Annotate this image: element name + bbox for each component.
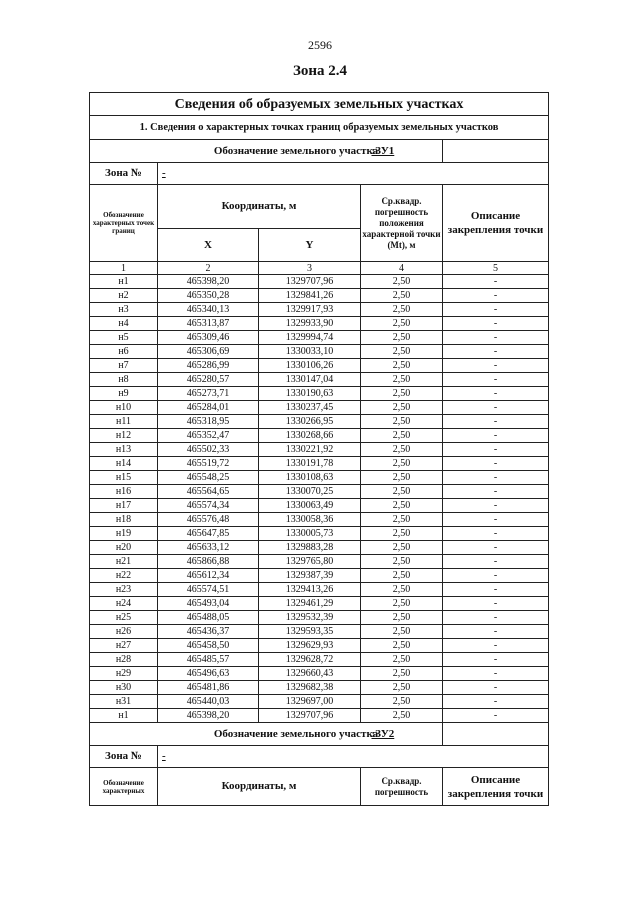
- y-cell: 1329628,72: [259, 653, 361, 667]
- table-row: [90, 653, 549, 667]
- accuracy-cell: 2,50: [361, 373, 443, 387]
- x-cell: 465352,47: [158, 429, 259, 443]
- table-row: [90, 639, 549, 653]
- main-title: Сведения об образуемых земельных участках: [90, 93, 549, 116]
- y-cell: 1329532,39: [259, 611, 361, 625]
- accuracy-cell: 2,50: [361, 289, 443, 303]
- x-header: X: [158, 229, 259, 262]
- x-cell: 465309,46: [158, 331, 259, 345]
- x-cell: 465398,20: [158, 275, 259, 289]
- table-row: [90, 709, 549, 723]
- table-row: [90, 275, 549, 289]
- accuracy-cell: 2,50: [361, 415, 443, 429]
- y-cell: 1329682,38: [259, 681, 361, 695]
- accuracy-cell: 2,50: [361, 569, 443, 583]
- table-row: [90, 527, 549, 541]
- y-cell: 1330221,92: [259, 443, 361, 457]
- point-cell: н16: [90, 485, 158, 499]
- table-row: [90, 513, 549, 527]
- fix-cell: -: [443, 289, 549, 303]
- table-row: [90, 457, 549, 471]
- x-cell: 465318,95: [158, 415, 259, 429]
- col-number: 5: [443, 262, 549, 275]
- y-cell: 1329413,26: [259, 583, 361, 597]
- accuracy-cell: 2,50: [361, 303, 443, 317]
- table-row: [90, 373, 549, 387]
- accuracy-cell: 2,50: [361, 317, 443, 331]
- point-cell: н21: [90, 555, 158, 569]
- point-cell: н8: [90, 373, 158, 387]
- table-row: [90, 583, 549, 597]
- fix-cell: -: [443, 569, 549, 583]
- parcel-empty-cell: [443, 140, 549, 163]
- y-cell: 1330070,25: [259, 485, 361, 499]
- fix-cell: -: [443, 513, 549, 527]
- point-cell: н7: [90, 359, 158, 373]
- accuracy-cell: 2,50: [361, 541, 443, 555]
- fix-cell: -: [443, 709, 549, 723]
- section-title: 1. Сведения о характерных точках границ образуемых земельных участков: [90, 116, 549, 140]
- x-cell: 465647,85: [158, 527, 259, 541]
- fix-cell: -: [443, 527, 549, 541]
- y-cell: 1329765,80: [259, 555, 361, 569]
- fix-cell: -: [443, 471, 549, 485]
- point-cell: н1: [90, 275, 158, 289]
- fix-cell: -: [443, 597, 549, 611]
- y-cell: 1330106,26: [259, 359, 361, 373]
- fix-cell: -: [443, 401, 549, 415]
- fix-cell: -: [443, 681, 549, 695]
- y-cell: 1330033,10: [259, 345, 361, 359]
- fix-cell: -: [443, 625, 549, 639]
- y-cell: 1329387,39: [259, 569, 361, 583]
- zone2-value: -: [158, 746, 549, 768]
- point2-header: Обозначение характерных: [90, 768, 158, 806]
- accuracy-cell: 2,50: [361, 345, 443, 359]
- parcel2-empty-cell: [443, 723, 549, 746]
- fix-cell: -: [443, 555, 549, 569]
- accuracy-cell: 2,50: [361, 457, 443, 471]
- point-cell: н2: [90, 289, 158, 303]
- table-row: [90, 569, 549, 583]
- accuracy-cell: 2,50: [361, 583, 443, 597]
- y-cell: 1330108,63: [259, 471, 361, 485]
- table-row: [90, 555, 549, 569]
- point-cell: н19: [90, 527, 158, 541]
- point-cell: н10: [90, 401, 158, 415]
- fix-cell: -: [443, 345, 549, 359]
- point-cell: н17: [90, 499, 158, 513]
- point-cell: н26: [90, 625, 158, 639]
- fix2-header: Описание закрепления точки: [443, 768, 549, 806]
- accuracy-cell: 2,50: [361, 513, 443, 527]
- y-cell: 1330147,04: [259, 373, 361, 387]
- point-cell: н22: [90, 569, 158, 583]
- fix-cell: -: [443, 317, 549, 331]
- fix-cell: -: [443, 331, 549, 345]
- x-cell: 465273,71: [158, 387, 259, 401]
- x-cell: 465440,03: [158, 695, 259, 709]
- x-cell: 465493,04: [158, 597, 259, 611]
- fix-header: Описание закрепления точки: [443, 185, 549, 262]
- table-row: [90, 429, 549, 443]
- x-cell: 465458,50: [158, 639, 259, 653]
- x-cell: 465548,25: [158, 471, 259, 485]
- zone-title: Зона 2.4: [292, 63, 348, 79]
- fix-cell: -: [443, 359, 549, 373]
- accuracy-cell: 2,50: [361, 611, 443, 625]
- accuracy-cell: 2,50: [361, 443, 443, 457]
- fix-cell: -: [443, 275, 549, 289]
- point-cell: н6: [90, 345, 158, 359]
- fix-cell: -: [443, 457, 549, 471]
- fix-cell: -: [443, 499, 549, 513]
- y-cell: 1330266,95: [259, 415, 361, 429]
- point-cell: н29: [90, 667, 158, 681]
- parcel2-designation: :ЗУ2: [371, 727, 395, 740]
- parcel-label-text: Обозначение земельного участка: [213, 144, 379, 157]
- fix-cell: -: [443, 667, 549, 681]
- y-cell: 1330237,45: [259, 401, 361, 415]
- x-cell: 465436,37: [158, 625, 259, 639]
- zone2-label: Зона №: [90, 746, 158, 768]
- point-cell: н1: [90, 709, 158, 723]
- x-cell: 465633,12: [158, 541, 259, 555]
- y-header: Y: [259, 229, 361, 262]
- parcels-table: [89, 92, 549, 806]
- y-cell: 1329593,35: [259, 625, 361, 639]
- x-cell: 465350,28: [158, 289, 259, 303]
- point-cell: н31: [90, 695, 158, 709]
- col-number: 4: [361, 262, 443, 275]
- point-cell: н12: [90, 429, 158, 443]
- x-cell: 465564,65: [158, 485, 259, 499]
- table-row: [90, 401, 549, 415]
- zone-value: -: [158, 163, 549, 185]
- fix-cell: -: [443, 653, 549, 667]
- table-row: [90, 471, 549, 485]
- table-row: [90, 331, 549, 345]
- x-cell: 465574,51: [158, 583, 259, 597]
- fix-cell: -: [443, 541, 549, 555]
- fix-cell: -: [443, 485, 549, 499]
- x-cell: 465286,99: [158, 359, 259, 373]
- point-cell: н25: [90, 611, 158, 625]
- x-cell: 465280,57: [158, 373, 259, 387]
- point-cell: н9: [90, 387, 158, 401]
- fix-cell: -: [443, 695, 549, 709]
- point-cell: н23: [90, 583, 158, 597]
- y-cell: 1329707,96: [259, 275, 361, 289]
- fix-cell: -: [443, 611, 549, 625]
- accuracy-cell: 2,50: [361, 653, 443, 667]
- y-cell: 1329660,43: [259, 667, 361, 681]
- y-cell: 1330268,66: [259, 429, 361, 443]
- point-cell: н5: [90, 331, 158, 345]
- point-cell: н27: [90, 639, 158, 653]
- y-cell: 1329697,00: [259, 695, 361, 709]
- fix-cell: -: [443, 387, 549, 401]
- point-cell: н15: [90, 471, 158, 485]
- table-row: [90, 625, 549, 639]
- accuracy-cell: 2,50: [361, 667, 443, 681]
- point-cell: н20: [90, 541, 158, 555]
- accuracy-cell: 2,50: [361, 499, 443, 513]
- x-cell: 465502,33: [158, 443, 259, 457]
- fix-cell: -: [443, 415, 549, 429]
- accuracy-cell: 2,50: [361, 359, 443, 373]
- table-row: [90, 317, 549, 331]
- x-cell: 465488,05: [158, 611, 259, 625]
- x-cell: 465574,34: [158, 499, 259, 513]
- y-cell: 1330063,49: [259, 499, 361, 513]
- y-cell: 1329841,26: [259, 289, 361, 303]
- x-cell: 465340,13: [158, 303, 259, 317]
- table-row: [90, 443, 549, 457]
- col-number: 2: [158, 262, 259, 275]
- y-cell: 1330190,63: [259, 387, 361, 401]
- accuracy-cell: 2,50: [361, 401, 443, 415]
- accuracy2-header: Ср.квадр. погрешность: [361, 768, 443, 806]
- parcel2-label-text: Обозначение земельного участка: [213, 727, 379, 740]
- x-cell: 465284,01: [158, 401, 259, 415]
- table-row: [90, 303, 549, 317]
- point-cell: н14: [90, 457, 158, 471]
- accuracy-cell: 2,50: [361, 709, 443, 723]
- table-row: [90, 611, 549, 625]
- parcel-label: [90, 140, 443, 163]
- point-cell: н18: [90, 513, 158, 527]
- x-cell: 465612,34: [158, 569, 259, 583]
- fix-cell: -: [443, 443, 549, 457]
- y-cell: 1329917,93: [259, 303, 361, 317]
- table-row: [90, 499, 549, 513]
- parcel2-label: [90, 723, 443, 746]
- coords-header: Координаты, м: [158, 185, 361, 229]
- zone-label: Зона №: [90, 163, 158, 185]
- point-cell: н3: [90, 303, 158, 317]
- y-cell: 1329461,29: [259, 597, 361, 611]
- x-cell: 465496,63: [158, 667, 259, 681]
- fix-cell: -: [443, 583, 549, 597]
- table-row: [90, 289, 549, 303]
- table-row: [90, 387, 549, 401]
- parcel-designation: :ЗУ1: [371, 144, 395, 157]
- y-cell: 1330058,36: [259, 513, 361, 527]
- accuracy-cell: 2,50: [361, 527, 443, 541]
- x-cell: 465866,88: [158, 555, 259, 569]
- accuracy-cell: 2,50: [361, 639, 443, 653]
- table-row: [90, 485, 549, 499]
- col-number: 1: [90, 262, 158, 275]
- x-cell: 465485,57: [158, 653, 259, 667]
- accuracy-header: Ср.квадр. погрешность положения характерной точки (Mt), м: [361, 185, 443, 262]
- y-cell: 1329707,96: [259, 709, 361, 723]
- table-row: [90, 695, 549, 709]
- accuracy-cell: 2,50: [361, 625, 443, 639]
- point-cell: н28: [90, 653, 158, 667]
- x-cell: 465519,72: [158, 457, 259, 471]
- accuracy-cell: 2,50: [361, 597, 443, 611]
- fix-cell: -: [443, 373, 549, 387]
- col-number: 3: [259, 262, 361, 275]
- x-cell: 465576,48: [158, 513, 259, 527]
- y-cell: 1329883,28: [259, 541, 361, 555]
- table-row: [90, 667, 549, 681]
- table-row: [90, 541, 549, 555]
- accuracy-cell: 2,50: [361, 429, 443, 443]
- accuracy-cell: 2,50: [361, 275, 443, 289]
- point-cell: н24: [90, 597, 158, 611]
- y-cell: 1329629,93: [259, 639, 361, 653]
- coords2-header: Координаты, м: [158, 768, 361, 806]
- fix-cell: -: [443, 429, 549, 443]
- x-cell: 465313,87: [158, 317, 259, 331]
- table-row: [90, 597, 549, 611]
- point-cell: н11: [90, 415, 158, 429]
- point-cell: н4: [90, 317, 158, 331]
- x-cell: 465481,86: [158, 681, 259, 695]
- point-cell: н30: [90, 681, 158, 695]
- accuracy-cell: 2,50: [361, 387, 443, 401]
- point-cell: н13: [90, 443, 158, 457]
- accuracy-cell: 2,50: [361, 331, 443, 345]
- page-number: 2596: [308, 38, 332, 52]
- accuracy-cell: 2,50: [361, 471, 443, 485]
- fix-cell: -: [443, 303, 549, 317]
- table-row: [90, 681, 549, 695]
- y-cell: 1329994,74: [259, 331, 361, 345]
- point-header: Обозначение характерных точек границ: [90, 185, 158, 262]
- fix-cell: -: [443, 639, 549, 653]
- x-cell: 465306,69: [158, 345, 259, 359]
- table-row: [90, 345, 549, 359]
- y-cell: 1330005,73: [259, 527, 361, 541]
- table-row: [90, 359, 549, 373]
- table-row: [90, 415, 549, 429]
- accuracy-cell: 2,50: [361, 695, 443, 709]
- y-cell: 1330191,78: [259, 457, 361, 471]
- x-cell: 465398,20: [158, 709, 259, 723]
- accuracy-cell: 2,50: [361, 485, 443, 499]
- accuracy-cell: 2,50: [361, 555, 443, 569]
- accuracy-cell: 2,50: [361, 681, 443, 695]
- y-cell: 1329933,90: [259, 317, 361, 331]
